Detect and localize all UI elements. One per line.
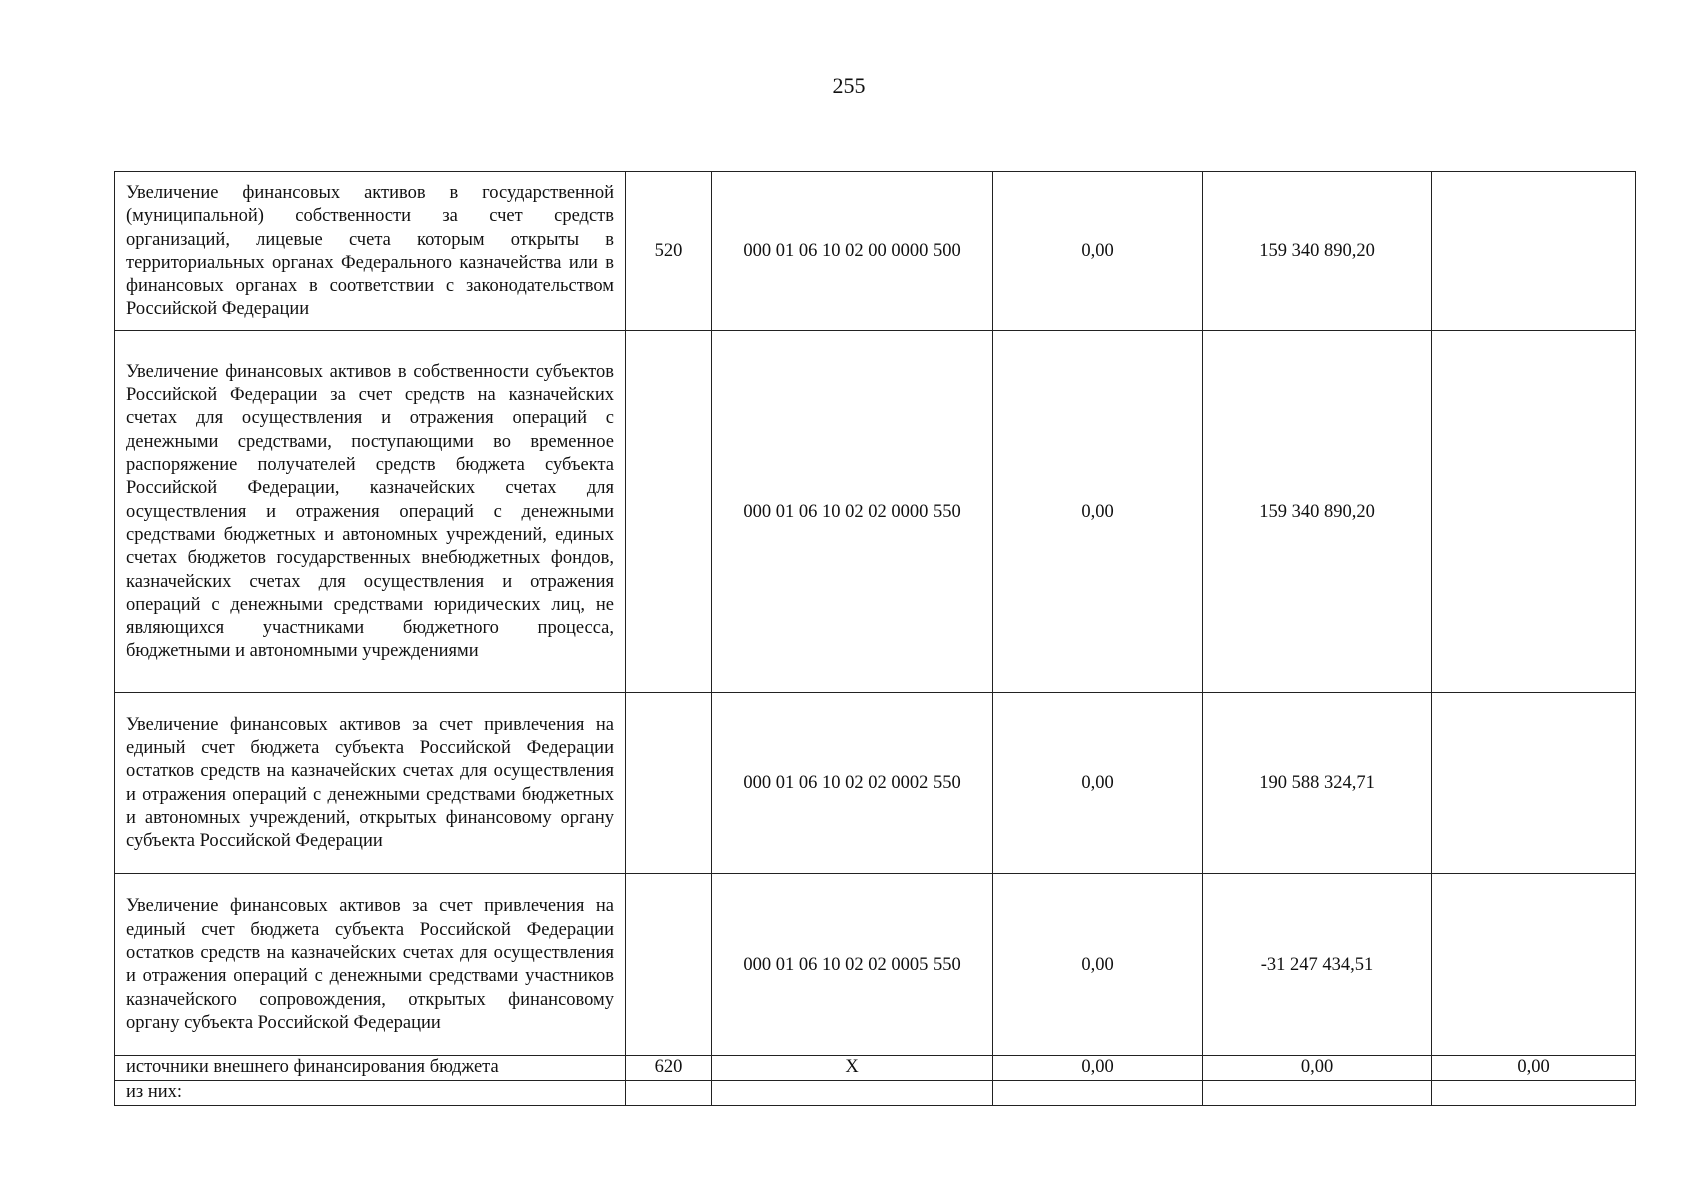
table-row bbox=[115, 873, 1636, 1055]
line-code-cell: 620 bbox=[626, 1055, 712, 1080]
approved-cell: 0,00 bbox=[993, 692, 1203, 873]
approved-cell: 0,00 bbox=[993, 873, 1203, 1055]
row-name-cell: Увеличение финансовых активов в собственности субъектов Российской Федерации за счет средств на казначейских счетах для осуществления и отражения операций с денежными средствами, поступающими во временное распоряжение получателей средств бюджета субъекта Российской Федерации, казначейских счетах для осуществления и отражения операций с денежными средствами бюджетных и автономных учреждений, единых счетах бюджетов государственных внебюджетных фондов, казначейских счетах для осуществления и отражения операций с денежными средствами юридических лиц, не являющихся участниками бюджетного процесса, бюджетными и автономными учреждениями bbox=[115, 330, 626, 692]
executed-cell: 159 340 890,20 bbox=[1203, 330, 1432, 692]
table-row bbox=[115, 1055, 1636, 1080]
budget-code-cell: 000 01 06 10 02 02 0005 550 bbox=[712, 873, 993, 1055]
approved-cell: 0,00 bbox=[993, 1055, 1203, 1080]
row-name-cell: Увеличение финансовых активов за счет привлечения на единый счет бюджета субъекта Российской Федерации остатков средств на казначейских счетах для осуществления и отражения операций с денежными средствами бюджетных и автономных учреждений, открытых финансовому органу субъекта Российской Федерации bbox=[115, 692, 626, 873]
financing-sources-table bbox=[114, 171, 1636, 1106]
table-row bbox=[115, 692, 1636, 873]
budget-code-cell: 000 01 06 10 02 02 0000 550 bbox=[712, 330, 993, 692]
approved-cell: 0,00 bbox=[993, 330, 1203, 692]
executed-cell: 0,00 bbox=[1203, 1055, 1432, 1080]
approved-cell: 0,00 bbox=[993, 172, 1203, 331]
not-executed-cell: 0,00 bbox=[1432, 1055, 1636, 1080]
line-code-cell bbox=[626, 692, 712, 873]
row-name-cell: Увеличение финансовых активов за счет привлечения на единый счет бюджета субъекта Российской Федерации остатков средств на казначейских счетах для осуществления и отражения операций с денежными средствами участников казначейского сопровождения, открытых финансовому органу субъекта Российской Федерации bbox=[115, 873, 626, 1055]
line-code-cell bbox=[626, 873, 712, 1055]
row-name-cell: Увеличение финансовых активов в государственной (муниципальной) собственности за счет средств организаций, лицевые счета которым открыты в территориальных органах Федерального казначейства или в финансовых органах в соответствии с законодательством Российской Федерации bbox=[115, 172, 626, 331]
not-executed-cell bbox=[1432, 692, 1636, 873]
row-name-cell: источники внешнего финансирования бюджета bbox=[115, 1055, 626, 1080]
not-executed-cell bbox=[1432, 172, 1636, 331]
not-executed-cell bbox=[1432, 873, 1636, 1055]
executed-cell: -31 247 434,51 bbox=[1203, 873, 1432, 1055]
table-row bbox=[115, 172, 1636, 331]
table-row bbox=[115, 330, 1636, 692]
budget-code-cell bbox=[712, 1080, 993, 1105]
budget-code-cell: 000 01 06 10 02 00 0000 500 bbox=[712, 172, 993, 331]
line-code-cell bbox=[626, 330, 712, 692]
budget-code-cell: 000 01 06 10 02 02 0002 550 bbox=[712, 692, 993, 873]
not-executed-cell bbox=[1432, 1080, 1636, 1105]
page-number: 255 bbox=[832, 73, 866, 98]
line-code-cell: 520 bbox=[626, 172, 712, 331]
executed-cell: 190 588 324,71 bbox=[1203, 692, 1432, 873]
budget-code-cell: X bbox=[712, 1055, 993, 1080]
approved-cell bbox=[993, 1080, 1203, 1105]
table-row bbox=[115, 1080, 1636, 1105]
executed-cell bbox=[1203, 1080, 1432, 1105]
executed-cell: 159 340 890,20 bbox=[1203, 172, 1432, 331]
not-executed-cell bbox=[1432, 330, 1636, 692]
line-code-cell bbox=[626, 1080, 712, 1105]
row-name-cell: из них: bbox=[115, 1080, 626, 1105]
